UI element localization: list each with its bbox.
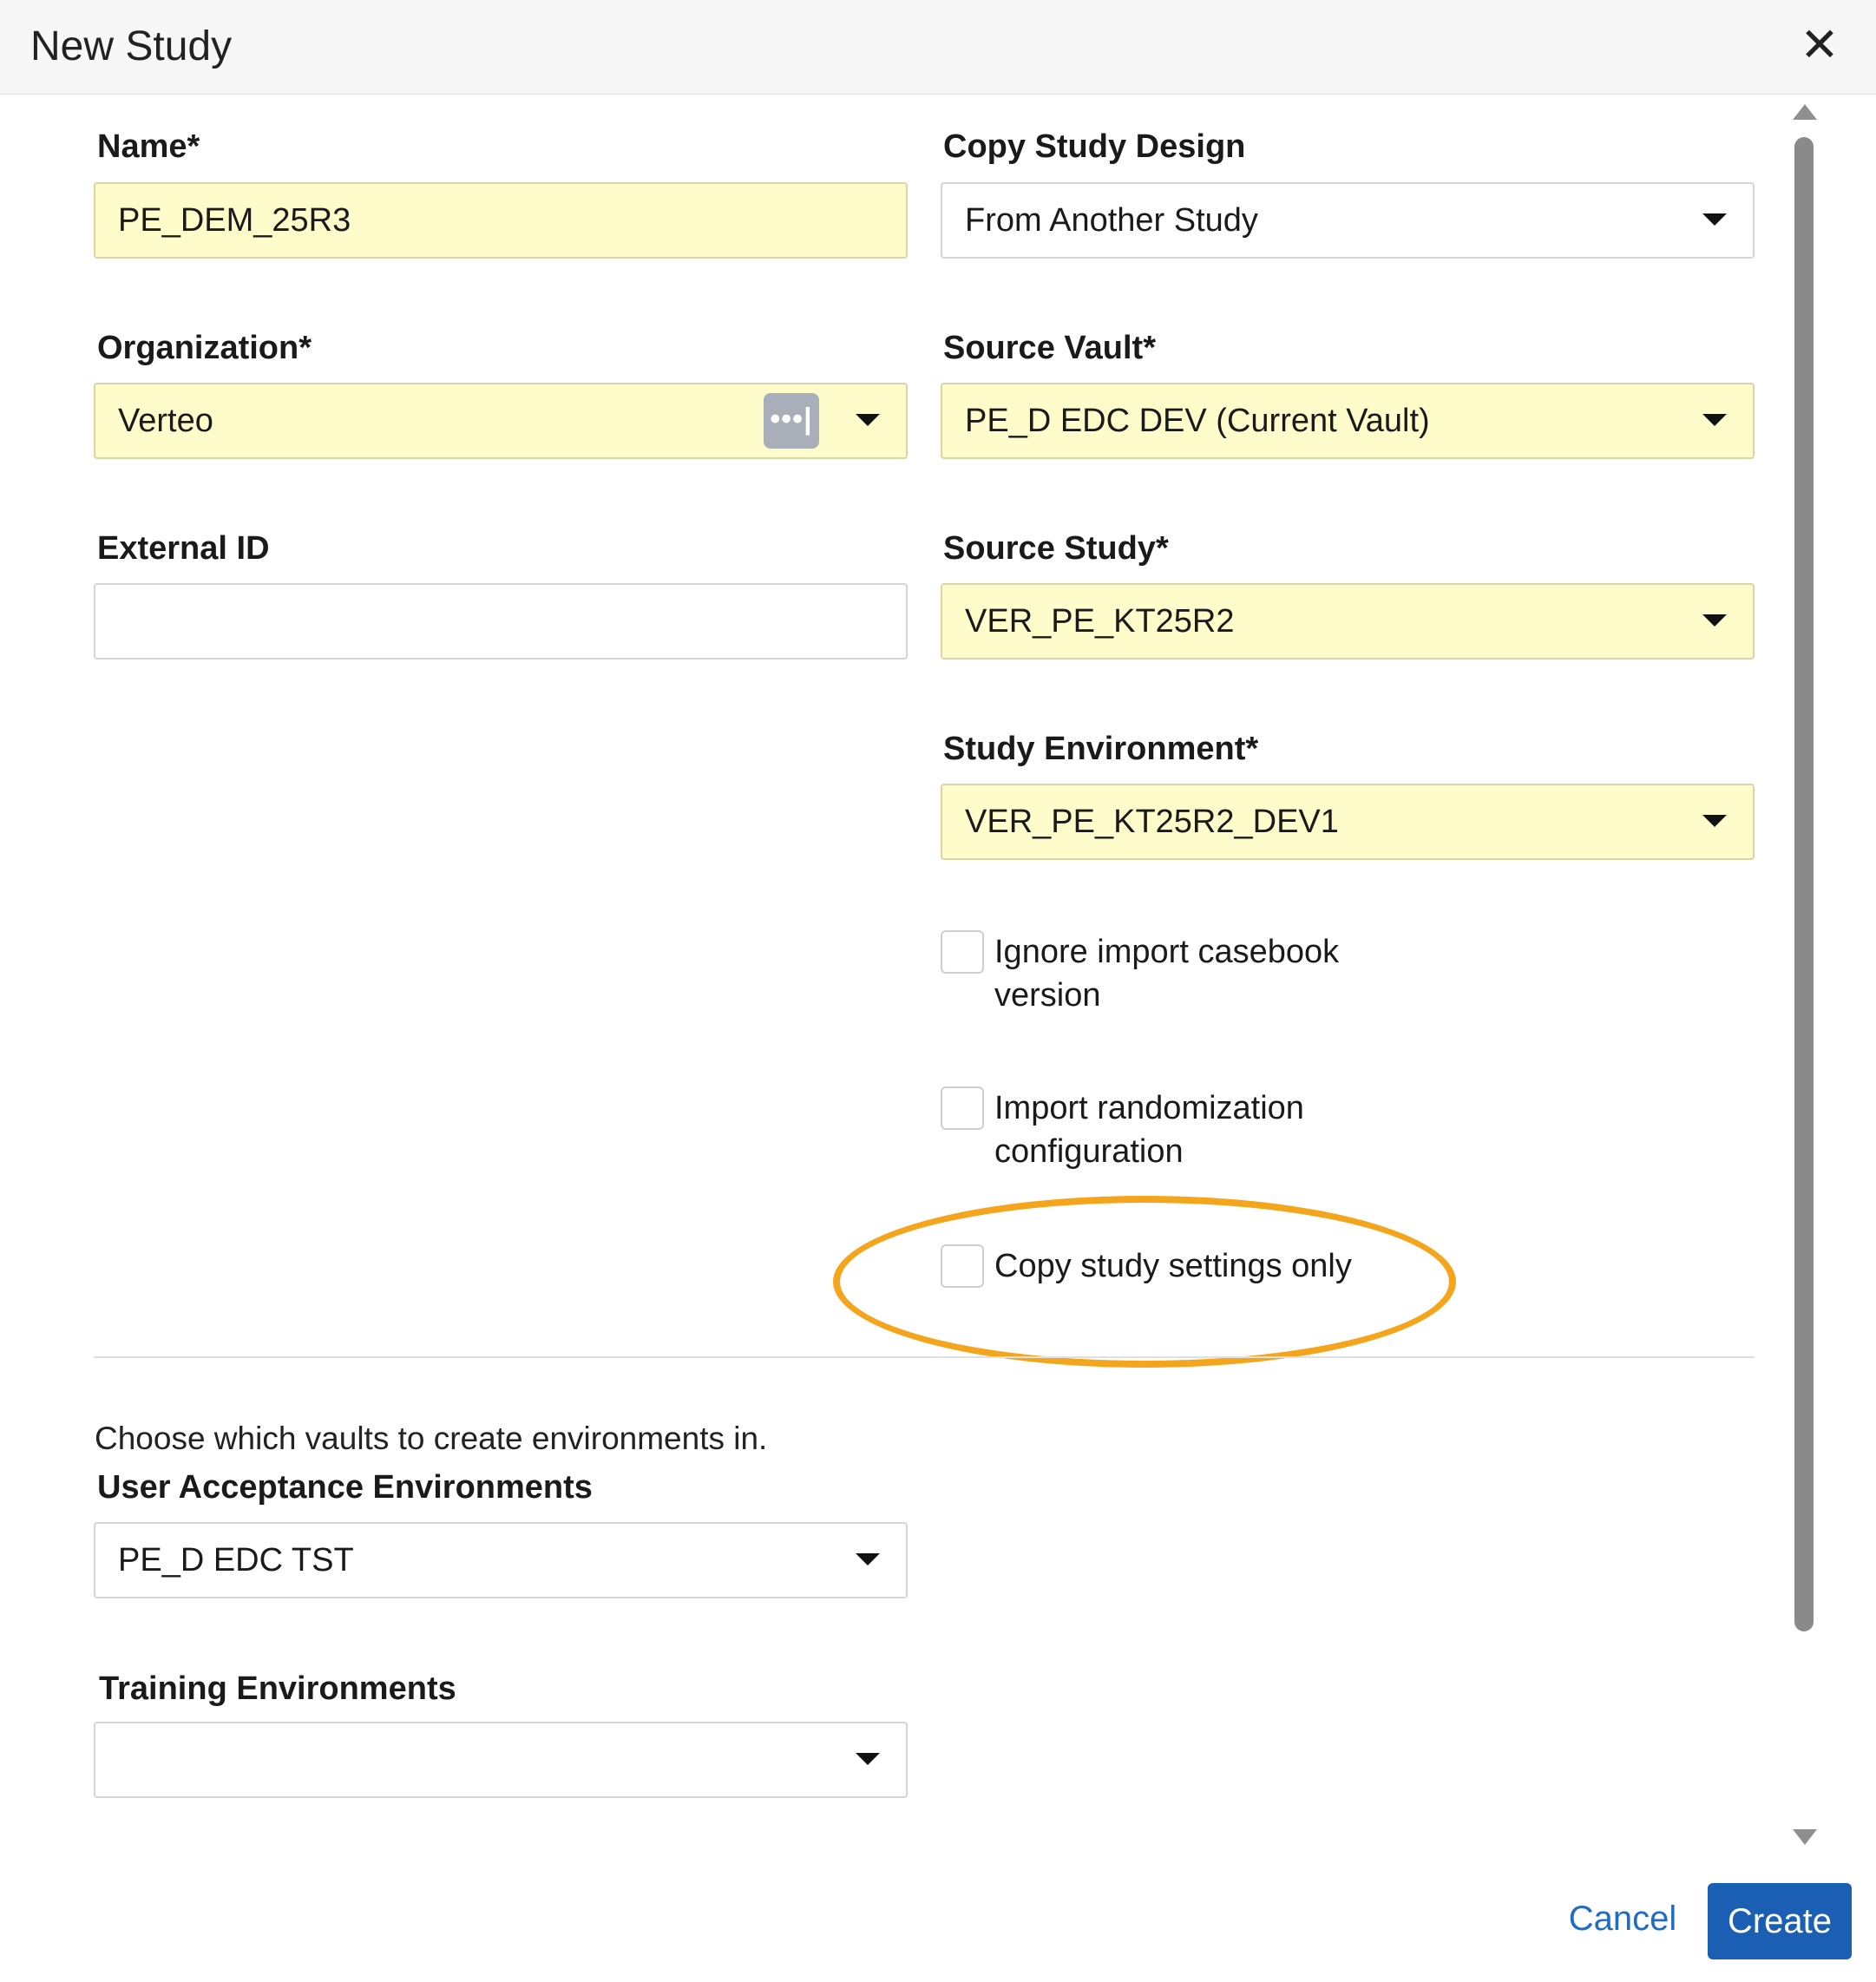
section-divider (94, 1356, 1755, 1358)
ignore-import-casebook-option (941, 930, 1461, 1026)
organization-select[interactable] (94, 383, 908, 459)
chevron-down-icon (856, 414, 880, 426)
import-randomization-checkbox[interactable] (941, 1086, 984, 1130)
ignore-import-casebook-label-line1: Ignore import casebook (994, 934, 1340, 970)
import-randomization-label-line1: Import randomization (994, 1090, 1304, 1126)
user-acceptance-select[interactable] (94, 1522, 908, 1598)
scrollbar-thumb[interactable] (1794, 137, 1814, 1631)
training-select[interactable] (94, 1722, 908, 1798)
scroll-down-arrow-icon[interactable] (1793, 1829, 1817, 1845)
source-vault-select[interactable] (941, 383, 1755, 459)
name-value: PE_DEM_25R3 (118, 202, 351, 239)
copy-settings-only-label: Copy study settings only (994, 1248, 1352, 1284)
study-environment-label: Study Environment* (943, 731, 1259, 767)
chevron-down-icon (856, 1553, 880, 1565)
lookup-ellipsis-icon[interactable]: •••| (764, 393, 819, 449)
dialog-header (0, 0, 1876, 95)
chevron-down-icon (1702, 614, 1727, 627)
dialog-title: New Study (30, 23, 233, 69)
name-label: Name* (97, 128, 200, 165)
organization-label: Organization* (97, 330, 312, 366)
copy-study-design-label: Copy Study Design (943, 128, 1246, 165)
external-id-input[interactable] (94, 583, 908, 660)
source-vault-label: Source Vault* (943, 330, 1156, 366)
close-icon[interactable]: ✕ (1800, 19, 1840, 71)
source-vault-value: PE_D EDC DEV (Current Vault) (965, 403, 1430, 439)
study-environment-value: VER_PE_KT25R2_DEV1 (965, 804, 1339, 840)
cancel-button[interactable]: Cancel (1568, 1900, 1677, 1938)
training-label: Training Environments (99, 1670, 456, 1707)
source-study-value: VER_PE_KT25R2 (965, 603, 1235, 640)
user-acceptance-label: User Acceptance Environments (97, 1469, 593, 1506)
organization-value: Verteo (118, 403, 213, 439)
source-study-select[interactable] (941, 583, 1755, 660)
create-button[interactable]: Create (1708, 1883, 1852, 1959)
import-randomization-option (941, 1086, 1461, 1182)
source-study-label: Source Study* (943, 530, 1169, 567)
copy-study-design-select[interactable] (941, 182, 1755, 259)
copy-study-design-value: From Another Study (965, 202, 1258, 239)
ignore-import-casebook-label-line2: version (994, 977, 1101, 1014)
highlight-annotation (833, 1196, 1456, 1368)
import-randomization-label-line2: configuration (994, 1133, 1184, 1170)
scroll-up-arrow-icon[interactable] (1793, 104, 1817, 120)
name-input[interactable] (94, 182, 908, 259)
chevron-down-icon (1702, 815, 1727, 827)
external-id-label: External ID (97, 530, 270, 567)
vaults-hint: Choose which vaults to create environments in. (95, 1421, 768, 1456)
user-acceptance-value: PE_D EDC TST (118, 1542, 354, 1578)
chevron-down-icon (856, 1753, 880, 1765)
chevron-down-icon (1702, 213, 1727, 226)
study-environment-select[interactable] (941, 784, 1755, 860)
ignore-import-casebook-checkbox[interactable] (941, 930, 984, 974)
chevron-down-icon (1702, 414, 1727, 426)
